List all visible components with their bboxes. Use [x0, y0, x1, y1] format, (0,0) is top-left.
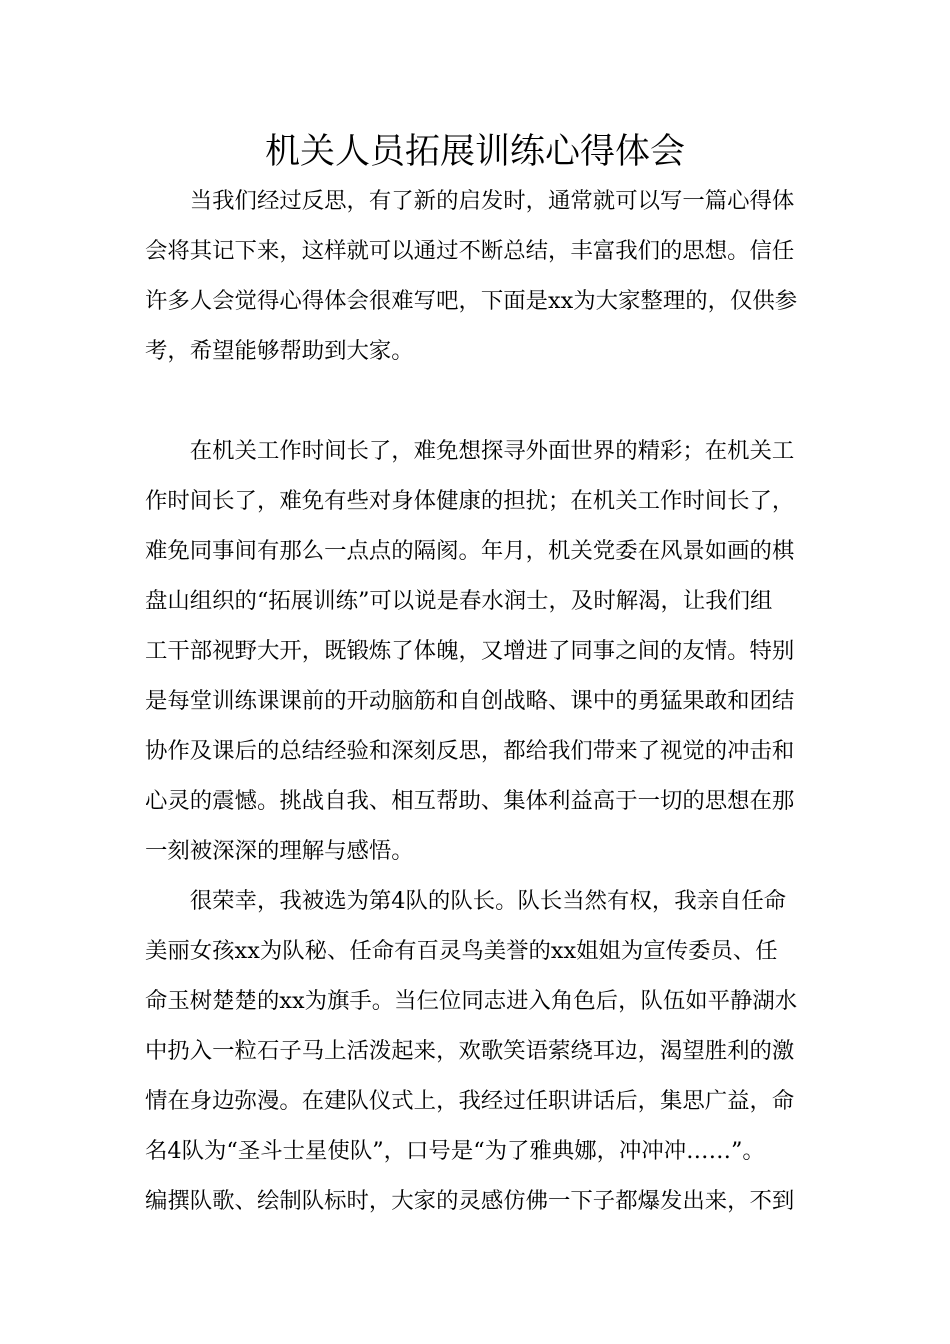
body-line: 当我们经过反思，有了新的启发时，通常就可以写一篇心得体 [145, 188, 795, 214]
body-line: 在机关工作时间长了，难免想探寻外面世界的精彩；在机关工 [145, 438, 795, 464]
body-line: 难免同事间有那么一点点的隔阂。年月，机关党委在风景如画的棋 [145, 538, 795, 564]
body-line: 协作及课后的总结经验和深刻反思，都给我们带来了视觉的冲击和 [145, 738, 795, 764]
body-line: 编撰队歌、绘制队标时，大家的灵感仿佛一下子都爆发出来，不到 [145, 1188, 795, 1214]
body-line: 情在身边弥漫。在建队仪式上，我经过任职讲话后，集思广益，命 [145, 1088, 795, 1114]
body-line: 名4队为“圣斗士星使队”，口号是“为了雅典娜，冲冲冲……”。 [145, 1138, 765, 1164]
document-title: 机关人员拓展训练心得体会 [264, 132, 685, 172]
body-line: 盘山组织的“拓展训练”可以说是春水润士，及时解渴，让我们组 [145, 588, 773, 614]
body-line: 是每堂训练课课前的开动脑筋和自创战略、课中的勇猛果敢和团结 [145, 688, 795, 714]
body-line: 中扔入一粒石子马上活泼起来，欢歌笑语萦绕耳边，渴望胜利的激 [145, 1038, 795, 1064]
body-line: 许多人会觉得心得体会很难写吧，下面是xx为大家整理的，仅供参 [145, 288, 798, 314]
body-line: 命玉树楚楚的xx为旗手。当仨位同志进入角色后，队伍如平静湖水 [145, 988, 798, 1014]
body-line: 很荣幸，我被选为第4队的队长。队长当然有权，我亲自任命 [145, 888, 787, 914]
body-line: 工干部视野大开，既锻炼了体魄，又增进了同事之间的友情。特别 [145, 638, 795, 664]
body-line: 作时间长了，难免有些对身体健康的担扰；在机关工作时间长了， [145, 488, 795, 514]
body-line: 考，希望能够帮助到大家。 [145, 338, 414, 364]
body-line: 一刻被深深的理解与感悟。 [145, 838, 414, 864]
body-line: 美丽女孩xx为队秘、任命有百灵鸟美誉的xx姐姐为宣传委员、任 [145, 938, 778, 964]
body-line: 心灵的震憾。挑战自我、相互帮助、集体利益高于一切的思想在那 [145, 788, 795, 814]
body-line: 会将其记下来，这样就可以通过不断总结，丰富我们的思想。信任 [145, 238, 795, 264]
